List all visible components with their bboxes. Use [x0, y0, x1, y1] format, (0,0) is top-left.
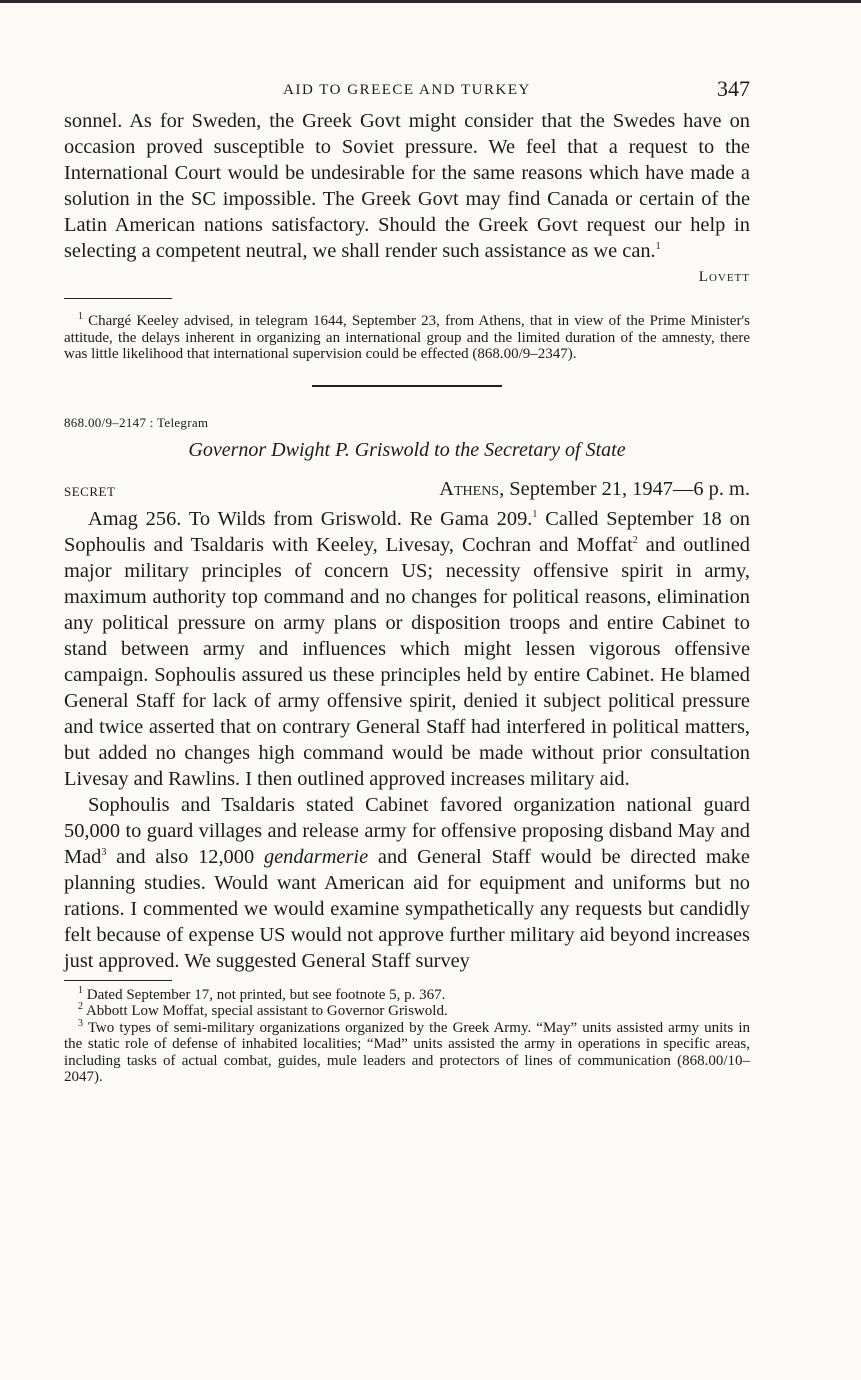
document-file-reference: 868.00/9–2147 : Telegram	[64, 414, 209, 430]
place-and-date	[439, 478, 750, 501]
footnote-reference: 1	[532, 508, 538, 520]
footnote-marker: 1	[78, 984, 83, 996]
footnote-marker: 2	[78, 1001, 83, 1012]
running-head	[64, 72, 750, 108]
paragraph-text: Sophoulis and Tsaldaris stated Cabinet favored organization national guard 50,000 to guard villages and release army for offensive proposing disband May and Mad	[64, 793, 750, 868]
footnote-1-previous	[64, 313, 750, 363]
classification-label: SECRET	[64, 483, 116, 499]
footnote-2	[64, 1003, 750, 1020]
top-border-line	[0, 0, 861, 3]
footnote-text: Two types of semi-military organizations organized by the Greek Army. “May” units assisted army units in the static role of defense of inhabited localities; “Mad” units assisted the army in operations in specific areas, including tasks of actual combat, guides, mule leaders and protectors of lines of communication (868.00/10–2047).	[64, 1019, 750, 1085]
footnote-marker: 1	[78, 311, 83, 322]
dateline	[64, 478, 750, 506]
signature: Lovett	[698, 269, 750, 285]
footnote-reference: 1	[655, 241, 661, 253]
date: September 21, 1947—6 p. m.	[509, 477, 750, 500]
footnote-text: Abbott Low Moffat, special assistant to Governor Griswold.	[85, 1003, 448, 1019]
paragraph-text: and also 12,000	[106, 845, 264, 868]
running-title: AID TO GREECE AND TURKEY	[283, 82, 531, 98]
page-number: 347	[717, 76, 750, 101]
paragraph-text: and General Staff would be directed make planning studies. Would want American aid for equipment and uniforms but no rations. I commented we would examine sympathetically any requests but candidly felt because of expense US would not approve further military aid beyond increases just approved. We suggested General Staff survey	[64, 845, 750, 972]
telegram-paragraph-1	[64, 506, 750, 792]
italic-term: gendarmerie	[263, 845, 369, 868]
footnote-text: Chargé Keeley advised, in telegram 1644, September 23, from Athens, that in view of the Prime Minister's attitude, the delays inherent in organizing an international group and the limited duration of the amnesty, there was little likelihood that international supervision could be effected (868.00/9–2347).	[64, 313, 750, 362]
paragraph-text: Called September 18 on Sophoulis and Tsaldaris with Keeley, Livesay, Cochran and Moffat	[64, 507, 750, 556]
place: Athens,	[439, 477, 505, 500]
previous-document-closing-paragraph	[64, 108, 750, 264]
footnote-reference: 3	[101, 846, 107, 858]
footnote-1	[64, 984, 750, 1004]
paragraph-text: Amag 256. To Wilds from Griswold. Re Gama 209.	[88, 507, 533, 530]
footnote-text: Dated September 17, not printed, but see footnote 5, p. 367.	[86, 986, 446, 1003]
footnote-marker: 3	[78, 1017, 83, 1029]
document-page	[64, 72, 750, 1086]
closing-paragraph-text: sonnel. As for Sweden, the Greek Govt might consider that the Swedes have on occasion proved susceptible to Soviet pressure. We feel that a request to the International Court would be undesirable for the same reasons which have made a solution in the SC impossible. The Greek Govt may find Canada or certain of the Latin American nations satisfactory. Should the Greek Govt request our help in selecting a competent neutral, we shall render such assistance as we can.	[64, 110, 750, 262]
footnote-reference: 2	[632, 534, 638, 546]
document-title: Governor Dwight P. Griswold to the Secretary of State	[188, 438, 626, 461]
telegram-paragraph-2	[64, 792, 750, 974]
paragraph-text: and outlined major military principles of concern US; necessity offensive spirit in army, maximum authority top command and no changes for political reasons, elimination any political pressure on army plans or disposition troops and entire Cabinet to stand between army and influences which might lessen vigorous offensive campaign. Sophoulis assured us these principles held by entire Cabinet. He blamed General Staff for lack of army offensive spirit, denied it subject political pressure and twice asserted that on contrary General Staff had interfered in political matters, but added no changes high command would be made without prior consultation Livesay and Rawlins. I then outlined approved increases military aid.	[64, 533, 750, 790]
footnote-3	[64, 1017, 750, 1086]
